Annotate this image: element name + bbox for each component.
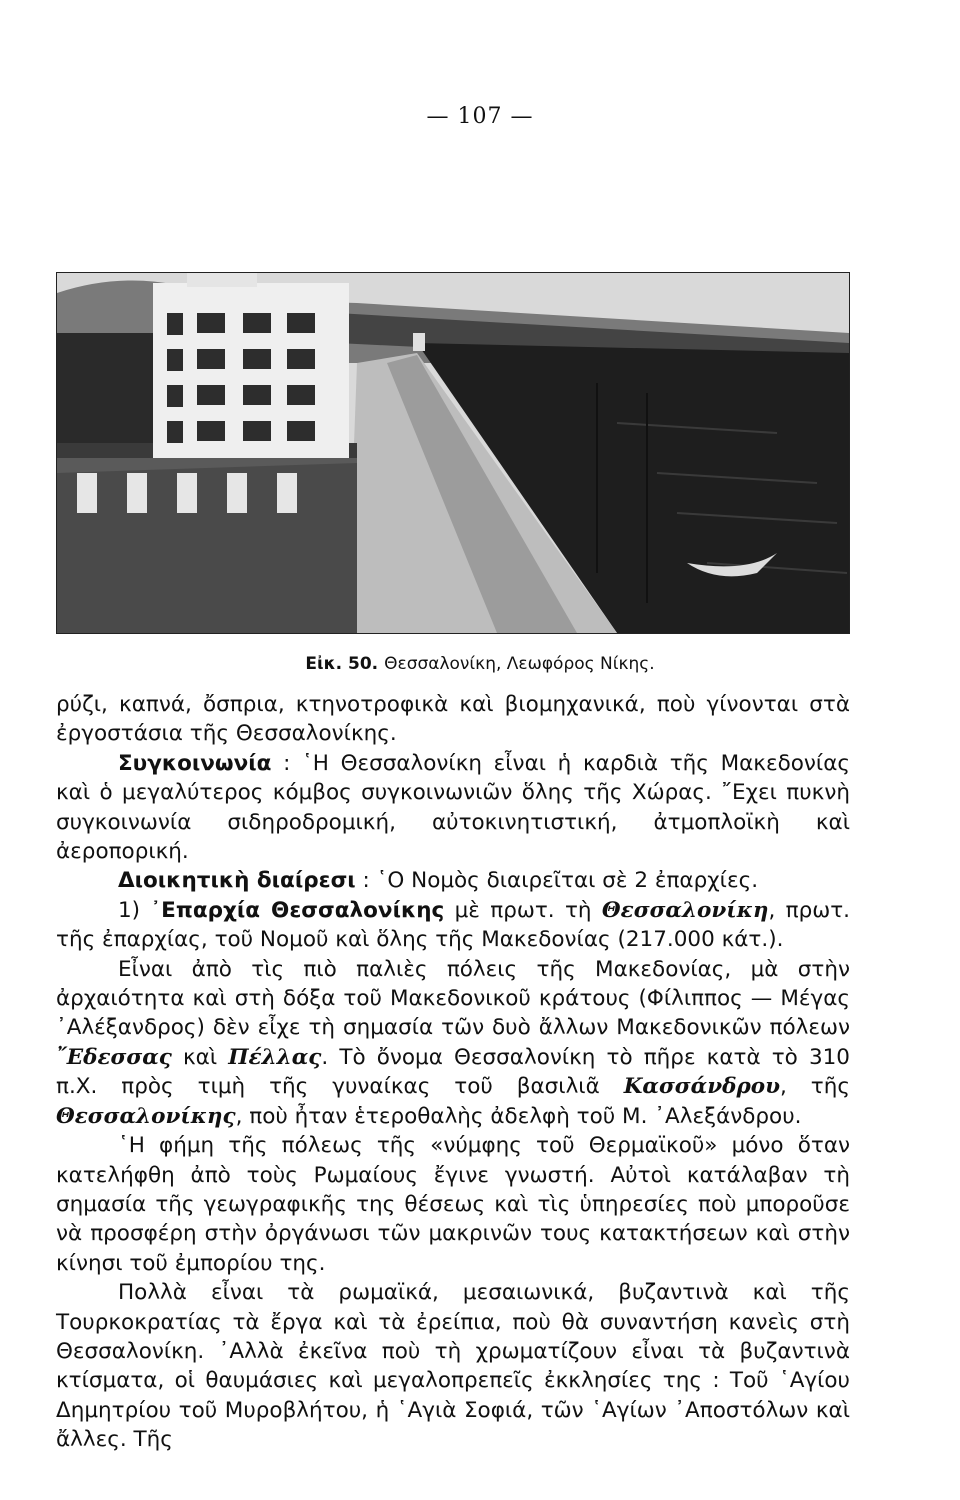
figure-photo-thessaloniki-nikis-avenue: [56, 272, 850, 634]
name-pella: Πέλλας: [228, 1044, 322, 1070]
paragraph-romans: ῾Η φήμη τῆς πόλεως τῆς «νύμφης τοῦ Θερμαϊκοῦ» μόνο ὅταν κατελήφθη ἀπὸ τοὺς Ρωμαίους ἔγινε γνωστή. Αὐτοὶ κατάλαβαν τὴ σημασία τῆς γεωγραφικῆς της θέσεως καὶ τὶς ὑπηρεσίες ποὺ μποροῦσε νὰ προσφέρη στὴν ὀργάνωσι τῶν μακρινῶν τους κατακτήσεων καὶ στὴν κίνησι τοῦ ἐμπορίου της.: [56, 1133, 850, 1276]
page-number: — 107 —: [426, 104, 534, 129]
history-text-d: , τῆς: [780, 1074, 850, 1100]
paragraph-administrative-division: [56, 866, 850, 895]
figure-caption-text: Θεσσαλονίκη, Λεωφόρος Νίκης.: [384, 654, 655, 674]
history-text-b: καὶ: [171, 1044, 229, 1070]
history-text-a: Εἶναι ἀπὸ τὶς πιὸ παλιὲς πόλεις τῆς Μακεδονίας, μὰ στὴν ἀρχαιότητα καὶ στὴ δόξα τοῦ Μακεδονικοῦ κράτους (Φίλιππος — Μέγας ᾿Αλέξανδρος) δὲν εἶχε τὴ σημασία τῶν δυὸ ἄλλων Μακεδονικῶν πόλεων: [56, 956, 850, 1041]
name-thessaloniki: Θεσσαλονίκης: [56, 1103, 236, 1129]
figure-caption: [0, 654, 960, 674]
body-text: [56, 690, 850, 1455]
heading-province-thessaloniki: ᾿Επαρχία Θεσσαλονίκης: [150, 897, 445, 923]
history-text-c: . Τὸ ὄνομα Θεσσαλονίκη τὸ πῆρε κατὰ τὸ 310 π.Χ. πρὸς τιμὴ τῆς γυναίκας τοῦ βασιλιᾶ: [56, 1044, 850, 1100]
capital-city-name: Θεσσαλονίκη: [601, 897, 769, 923]
name-edessa: ῎Εδεσσας: [56, 1044, 172, 1070]
heading-administrative-division: Διοικητικὴ διαίρεσι: [118, 868, 356, 894]
paragraph-province-thessaloniki: [56, 896, 850, 955]
paragraph-communications: [56, 749, 850, 867]
paragraph-history: [56, 955, 850, 1131]
name-kassandros: Κασσάνδρου: [623, 1074, 781, 1100]
province-text: , πρωτ. τῆς ἐπαρχίας, τοῦ Νομοῦ καὶ ὅλης τῆς Μακεδονίας (217.000 κάτ.).: [56, 897, 851, 953]
history-text-e: , ποὺ ἦταν ἑτεροθαλὴς ἀδελφὴ τοῦ Μ. ᾿Αλεξάνδρου.: [235, 1103, 802, 1129]
administrative-division-text: : ῾Ο Νομὸς διαιρεῖται σὲ 2 ἐπαρχίες.: [355, 868, 759, 894]
heading-communications: Συγκοινωνία: [118, 750, 272, 776]
paragraph-monuments: Πολλὰ εἶναι τὰ ρωμαϊκά, μεσαιωνικά, βυζαντινὰ καὶ τῆς Τουρκοκρατίας τὰ ἔργα καὶ τὰ ἐρείπια, ποὺ θὰ συναντήση κανεὶς στὴ Θεσσαλονίκη. ᾿Αλλὰ ἐκεῖνα ποὺ τὴ χρωματίζουν εἶναι τὰ βυζαντινὰ κτίσματα, οἱ θαυμάσιες καὶ μεγαλοπρεπεῖς ἐκκλησίες της : Τοῦ ῾Αγίου Δημητρίου τοῦ Μυροβλήτου, ἡ ῾Αγιὰ Σοφιά, τῶν ῾Αγίων ᾿Αποστόλων καὶ ἄλλες. Τῆς: [56, 1280, 850, 1453]
figure-label: Εἰκ. 50.: [305, 654, 379, 674]
list-number: 1): [118, 897, 151, 923]
province-mid-text: μὲ πρωτ. τὴ: [444, 897, 602, 923]
communications-text: : ῾Η Θεσσαλονίκη εἶναι ἡ καρδιὰ τῆς Μακεδονίας καὶ ὁ μεγαλύτερος κόμβος συγκοινωνιῶν ὅλης τῆς Χώρας. ῎Εχει πυκνὴ συγκοινωνία σιδηροδρομική, αὐτοκινητιστική, ἀτμοπλοϊκὴ καὶ ἀεροπορική.: [56, 750, 850, 865]
paragraph-0: ρύζι, καπνά, ὄσπρια, κτηνοτροφικὰ καὶ βιομηχανικά, ποὺ γίνονται στὰ ἐργοστάσια τῆς Θεσσαλονίκης.: [56, 692, 850, 747]
